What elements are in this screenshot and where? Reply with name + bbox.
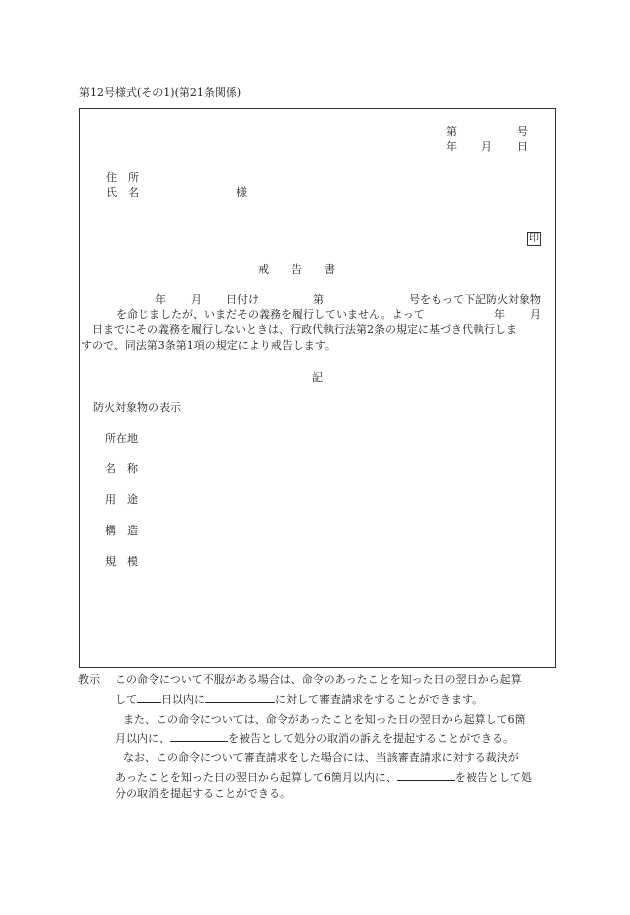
body-line-2-month: 月	[530, 308, 541, 321]
body-month: 月	[191, 293, 202, 306]
notice-p1-text-b: 日以内に	[161, 693, 205, 706]
notice-p3-line3: 分の取消を提起することができる。	[115, 787, 291, 800]
date-day: 日	[517, 140, 528, 153]
form-frame	[79, 108, 556, 668]
notice-p3-line2	[115, 769, 532, 785]
notice-p1-line1: この命令について不服がある場合は、命令のあったことを知った日の翌日から起算	[115, 673, 522, 686]
ki-heading: 記	[312, 371, 323, 384]
notice-p2-text-a: 月以内に、	[115, 732, 170, 745]
body-line-3: 日までにその義務を履行しないときは、行政代執行法第2条の規定に基づき代執行しま	[92, 323, 517, 336]
body-line-2: を命じましたが、いまだその義務を履行していません。よって	[116, 308, 425, 321]
notice-p2-text-b: を被告として処分の取消の訴えを提起することができる。	[228, 732, 514, 745]
notice-p3-text-b: を被告として処	[454, 771, 532, 784]
seal-mark: 印	[529, 233, 539, 244]
property-item-location: 所在地	[105, 432, 138, 445]
document-title: 戒 告 書	[258, 263, 335, 276]
blank-days	[137, 691, 161, 703]
body-day-suffix: 日付け	[226, 293, 259, 306]
notice-label: 教示	[78, 673, 100, 686]
notice-p3-line1: なお、この命令について審査請求をした場合には、当該審査請求に対する裁決が	[123, 751, 519, 764]
address-label: 住 所	[106, 171, 139, 184]
notice-p3-text-a: あったことを知った日の翌日から起算して6箇月以内に、	[115, 771, 397, 784]
notice-p1-text-a: して	[115, 693, 137, 706]
property-item-use: 用 途	[105, 493, 138, 506]
blank-authority	[205, 691, 275, 703]
notice-p2-line2	[115, 730, 514, 746]
date-year: 年	[446, 140, 457, 153]
body-line-4: すので、同法第3条第1項の規定により戒告します。	[81, 339, 336, 352]
date-month: 月	[481, 140, 492, 153]
body-ref-prefix: 第	[313, 293, 324, 306]
property-item-name: 名 称	[105, 462, 138, 475]
notice-p1-text-c: に対して審査請求をすることができます。	[275, 693, 484, 706]
number-prefix: 第	[446, 125, 457, 138]
blank-defendant-1	[170, 730, 228, 742]
blank-defendant-2	[397, 769, 455, 781]
property-heading: 防火対象物の表示	[93, 401, 181, 414]
notice-p2-line1: また、この命令については、命令があったことを知った日の翌日から起算して6箇	[123, 713, 526, 726]
form-number: 第12号様式(その1)(第21条関係)	[79, 86, 242, 99]
property-item-scale: 規 模	[105, 555, 138, 568]
body-ref-suffix: 号をもって下記防火対象物	[409, 293, 541, 306]
notice-p1-line2	[115, 691, 483, 707]
honorific: 様	[236, 186, 247, 199]
name-label: 氏 名	[106, 186, 139, 199]
body-line-2-year: 年	[494, 308, 505, 321]
body-year: 年	[155, 293, 166, 306]
number-suffix: 号	[517, 125, 528, 138]
property-item-structure: 構 造	[105, 524, 138, 537]
